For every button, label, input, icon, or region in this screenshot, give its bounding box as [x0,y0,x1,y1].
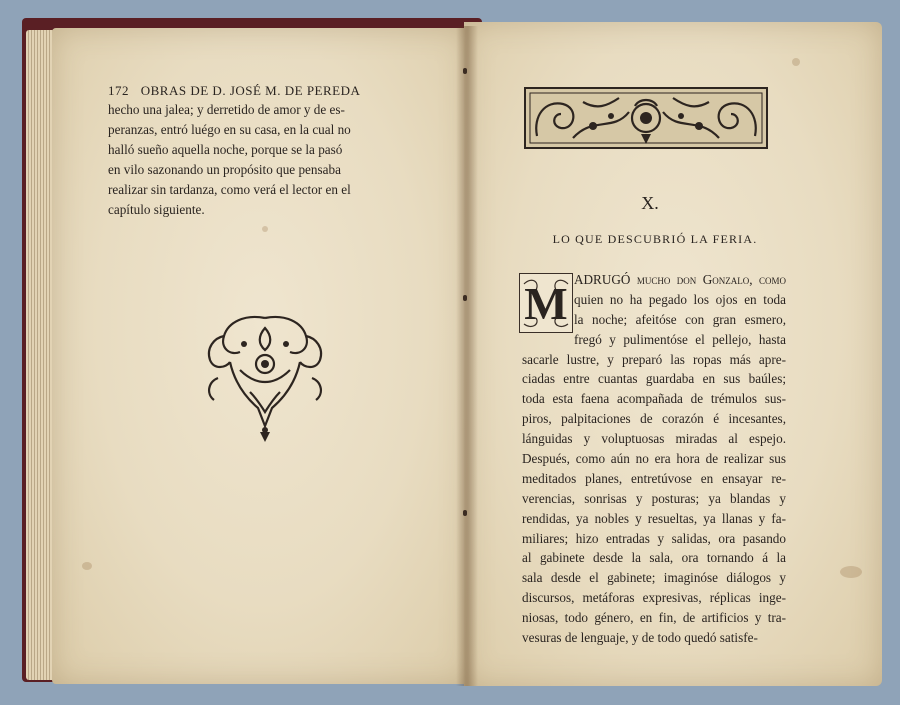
text-line: piros, palpitaciones de corazón é incesantes, [522,411,786,427]
chapter-number: X. [641,193,659,213]
text-line: verencias, sonrisas y posturas; ya blandas y [522,490,786,506]
text-line: Después, como aún no era hora de realizar sus [522,451,786,467]
text-line: discursos, metáforas expresivas, réplicas inge- [522,590,786,606]
paper-stain [840,566,862,578]
left-page-text [108,100,404,220]
text-line: ciadas entre cuantas guardaba en sus baúles; [522,371,786,387]
chapter-title: LO QUE DESCUBRIÓ LA FERIA. [552,232,758,246]
text-line: halló sueño aquella noche, porque se la pasó [108,142,343,157]
text-line: quien no ha pegado los ojos en toda [574,291,786,307]
running-head-title: OBRAS DE D. JOSÉ M. DE PEREDA [140,83,361,98]
text-line: ADRUGÓ mucho don Gonzalo, como [574,272,786,287]
text-line: vesuras de lenguaje, y de todo quedó satisfe- [522,630,758,646]
gutter [456,26,478,686]
text-line: meditados planes, entretúvose en ensayar re- [522,470,786,486]
drop-cap-letter: M [524,278,568,329]
text-line: al gabinete desde la sala, ora tornando á la [522,550,786,566]
paper-stain [792,58,800,66]
text-line: miliares; hizo entradas y salidas, ora pasando [522,530,786,546]
text-line: peranzas, entró luégo en su casa, en la cual no [108,122,351,137]
binding-thread [463,68,467,74]
drop-cap [519,273,573,333]
text-line: realizar sin tardanza, como verá el lector en el [108,182,351,197]
headpiece-ornament [523,86,769,150]
text-line: niosas, todo género, en fin, de artificios y tra- [522,610,786,626]
text-line: en vilo sazonando un propósito que pensaba [108,162,341,177]
paper-stain [262,226,268,232]
text-line: la noche; afeitóse con gran esmero, [574,311,786,327]
text-line: hecho una jalea; y derretido de amor y de es- [108,102,345,117]
text-line: rendidas, ya nobles y resueltas, ya llanas y fa- [522,510,786,526]
running-head [108,83,378,99]
text-line: lánguidas y voluptuosas miradas al espejo. [522,431,786,447]
text-line: capítulo siguiente. [108,202,205,217]
binding-thread [463,510,467,516]
tailpiece-ornament [200,308,330,442]
text-line: fregó y pulimentóse el pellejo, hasta [574,331,786,347]
paper-stain [82,562,92,570]
binding-thread [463,295,467,301]
text-line: toda esta faena acompañada de trémulos sus- [522,391,786,407]
text-line: sala desde el gabinete; imaginóse diálogos y [522,570,786,586]
text-line: sacarle lustre, y preparó las ropas más apre- [522,351,786,367]
page-number: 172 [108,83,129,98]
